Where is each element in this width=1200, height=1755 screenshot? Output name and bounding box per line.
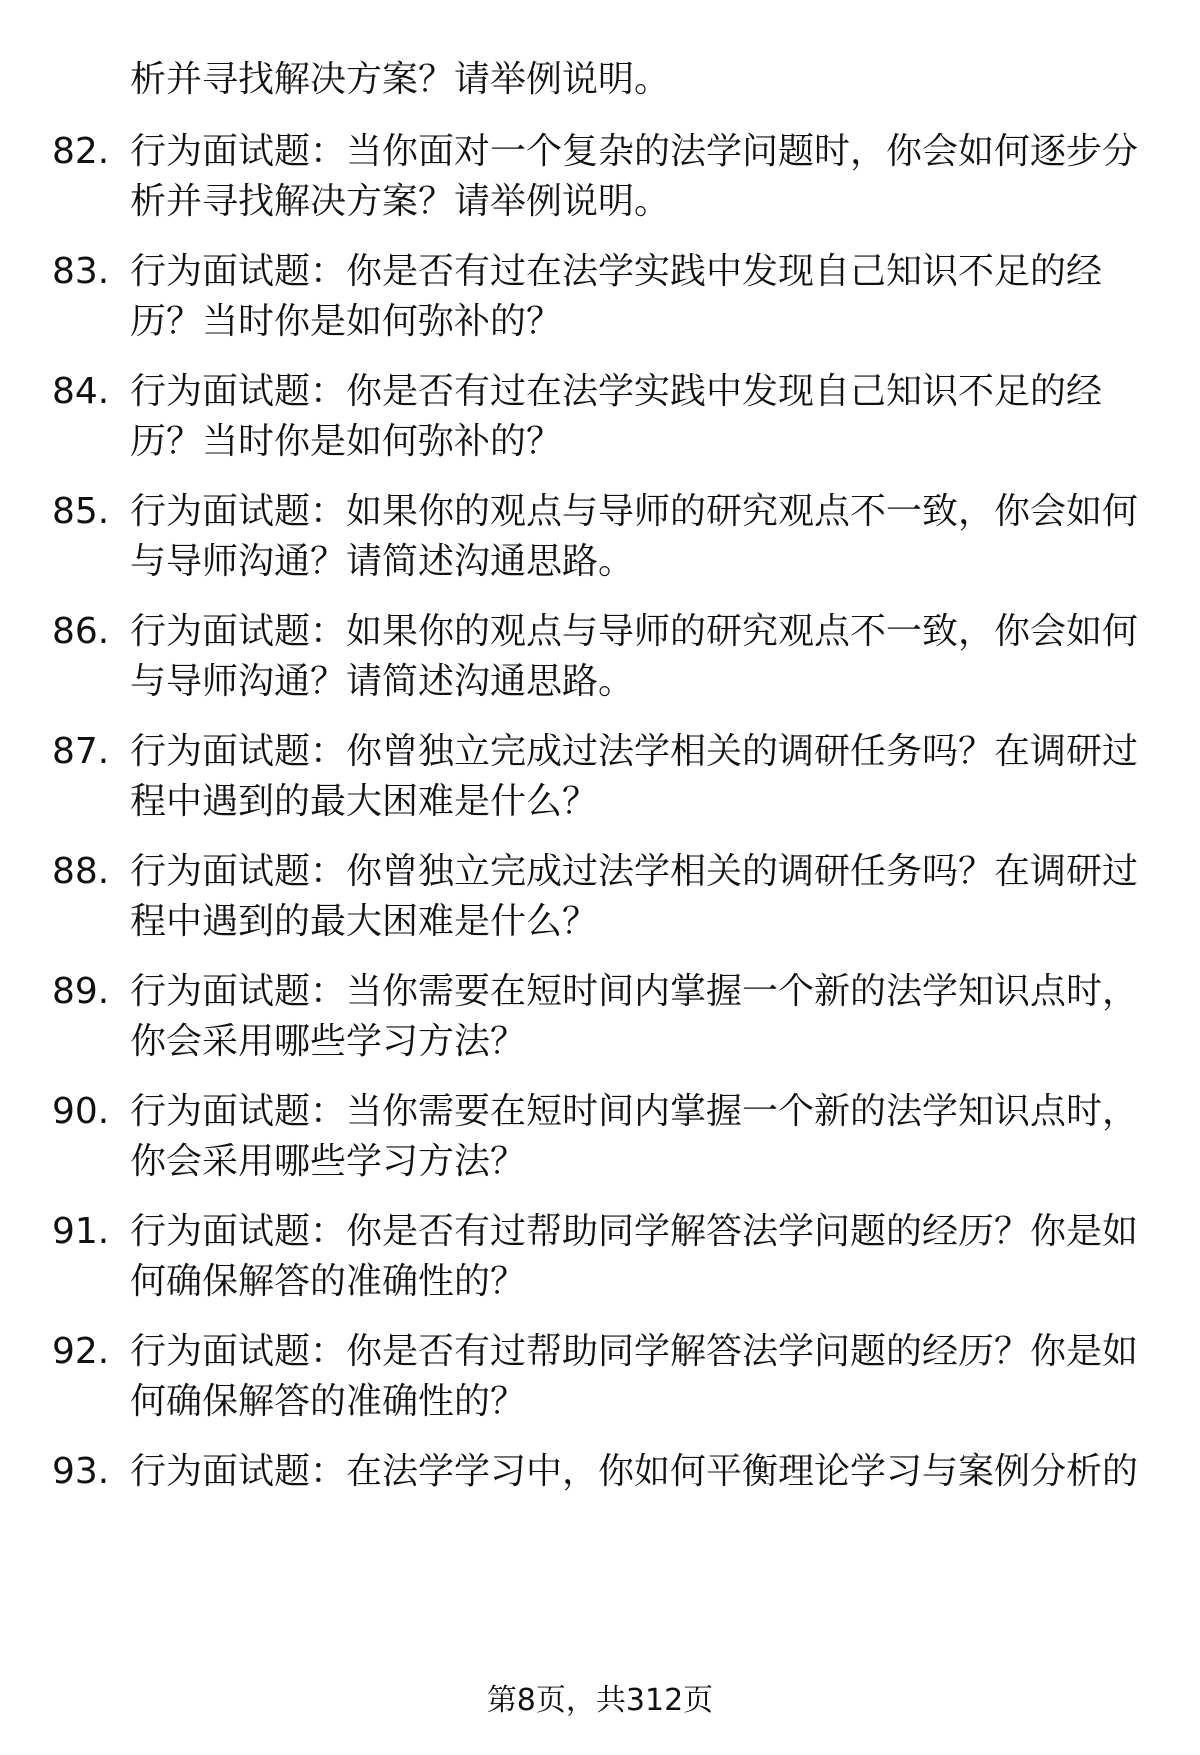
item-number: 88. bbox=[52, 851, 110, 892]
item-text-line2: 你会采用哪些学习方法？ bbox=[130, 1021, 527, 1062]
item-text-line1: 行为面试题：如果你的观点与导师的研究观点不一致，你会如何 bbox=[130, 611, 1139, 652]
list-item bbox=[0, 490, 1200, 590]
item-number: 87. bbox=[52, 731, 110, 772]
item-text-line1: 行为面试题：你曾独立完成过法学相关的调研任务吗？在调研过 bbox=[130, 731, 1139, 772]
item-text-line2: 程中遇到的最大困难是什么？ bbox=[130, 901, 599, 942]
item-text-line2: 与导师沟通？请简述沟通思路。 bbox=[130, 661, 635, 702]
item-text-line2: 程中遇到的最大困难是什么？ bbox=[130, 781, 599, 822]
list-item bbox=[0, 850, 1200, 950]
item-number: 86. bbox=[52, 611, 110, 652]
item-text-line1: 行为面试题：在法学学习中，你如何平衡理论学习与案例分析的 bbox=[130, 1451, 1139, 1492]
list-item bbox=[0, 1210, 1200, 1310]
item-number: 93. bbox=[52, 1451, 110, 1492]
list-item bbox=[0, 130, 1200, 230]
list-item bbox=[0, 970, 1200, 1070]
item-text-line1: 行为面试题：你是否有过在法学实践中发现自己知识不足的经 bbox=[130, 251, 1103, 292]
list-item bbox=[0, 1450, 1200, 1550]
item-text-line1: 行为面试题：当你需要在短时间内掌握一个新的法学知识点时， bbox=[130, 971, 1139, 1012]
item-number: 91. bbox=[52, 1211, 110, 1252]
continuation-line: 析并寻找解决方案？请举例说明。 bbox=[130, 59, 671, 100]
item-number: 92. bbox=[52, 1331, 110, 1372]
item-text-line2: 何确保解答的准确性的？ bbox=[130, 1261, 527, 1302]
item-text-line2: 你会采用哪些学习方法？ bbox=[130, 1141, 527, 1182]
item-number: 89. bbox=[52, 971, 110, 1012]
list-item bbox=[0, 250, 1200, 350]
item-text-line1: 行为面试题：你是否有过帮助同学解答法学问题的经历？你是如 bbox=[130, 1331, 1139, 1372]
item-text-line1: 行为面试题：如果你的观点与导师的研究观点不一致，你会如何 bbox=[130, 491, 1139, 532]
list-item bbox=[0, 610, 1200, 710]
item-number: 85. bbox=[52, 491, 110, 532]
item-text-line2: 历？当时你是如何弥补的？ bbox=[130, 301, 563, 342]
item-text-line1: 行为面试题：当你面对一个复杂的法学问题时，你会如何逐步分 bbox=[130, 131, 1139, 172]
page-footer: 第8页，共312页 bbox=[486, 1683, 714, 1718]
list-item bbox=[0, 730, 1200, 830]
item-text-line2: 历？当时你是如何弥补的？ bbox=[130, 421, 563, 462]
item-number: 84. bbox=[52, 371, 110, 412]
item-number: 83. bbox=[52, 251, 110, 292]
list-item bbox=[0, 370, 1200, 470]
item-text-line2: 析并寻找解决方案？请举例说明。 bbox=[130, 181, 671, 222]
list-item bbox=[0, 1090, 1200, 1190]
item-number: 82. bbox=[52, 131, 110, 172]
item-text-line1: 行为面试题：你是否有过在法学实践中发现自己知识不足的经 bbox=[130, 371, 1103, 412]
item-text-line2: 何确保解答的准确性的？ bbox=[130, 1381, 527, 1422]
item-text-line1: 行为面试题：你曾独立完成过法学相关的调研任务吗？在调研过 bbox=[130, 851, 1139, 892]
item-text-line1: 行为面试题：当你需要在短时间内掌握一个新的法学知识点时， bbox=[130, 1091, 1139, 1132]
item-text-line2: 与导师沟通？请简述沟通思路。 bbox=[130, 541, 635, 582]
list-item bbox=[0, 1330, 1200, 1430]
item-number: 90. bbox=[52, 1091, 110, 1132]
item-text-line1: 行为面试题：你是否有过帮助同学解答法学问题的经历？你是如 bbox=[130, 1211, 1139, 1252]
